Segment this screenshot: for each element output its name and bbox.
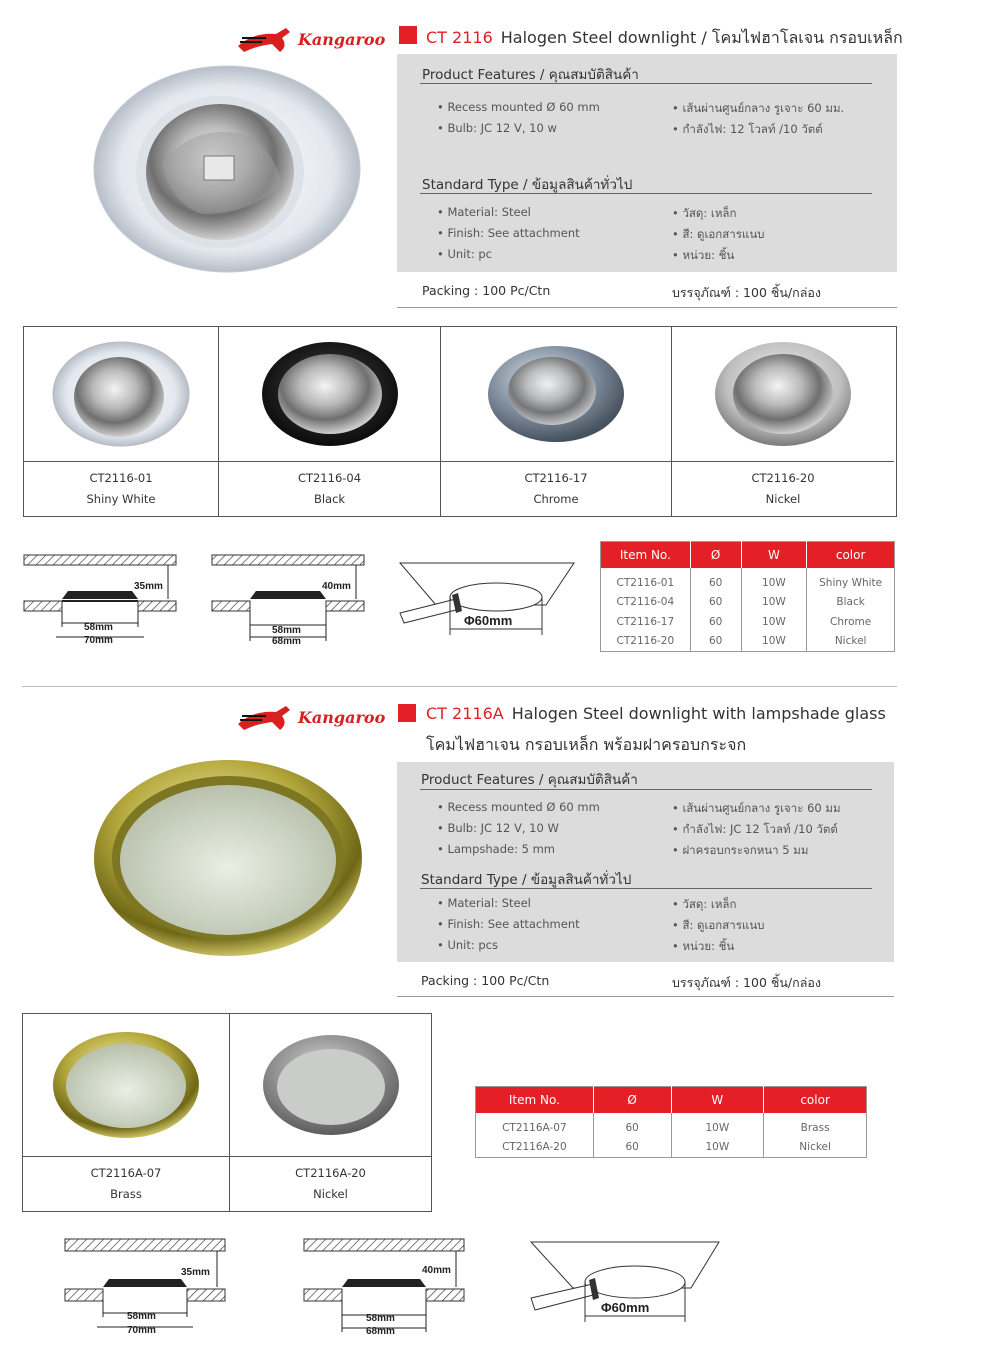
standard-item-th: • วัสดุ: เหล็ก [672,897,737,911]
divider [420,888,872,889]
cell-color: Brass [800,1121,830,1134]
brand-logo [236,24,385,54]
product1-packing: Packing : 100 Pc/Ctn [422,283,551,298]
feature-item: • Recess mounted Ø 60 mm [437,100,600,114]
feature-item-th: • กำลังไฟ: JC 12 โวลท์ /10 วัตต์ [672,822,838,836]
table-row [601,568,895,593]
cell-item: CT2116-01 [601,568,691,593]
variant-code: CT2116-01 [89,471,153,485]
standard-item: • Unit: pcs [437,938,498,952]
table-row [601,632,895,652]
dim-width-outer: 70mm [84,635,113,645]
variant-image [261,1033,401,1137]
dim-width-inner: 58mm [127,1311,156,1322]
table-row [476,1138,867,1158]
variant-image [713,341,853,447]
variant-finish: Nickel [765,492,801,506]
divider [420,193,872,194]
cell-diameter: 60 [690,632,741,652]
cell-item: CT2116-04 [601,593,691,613]
variant-code: CT2116-20 [751,471,815,485]
feature-item-th: • ฝาครอบกระจกหนา 5 มม [672,843,809,857]
column-header: Ø [690,542,741,569]
brand-logo [236,702,385,732]
dim-width-inner: 58mm [366,1313,395,1324]
divider [397,996,894,997]
product1-features-heading: Product Features / คุณสมบัติสินค้า [422,67,639,83]
standard-item: • Finish: See attachment [437,226,580,240]
variant-finish: Chrome [533,492,579,506]
product2-packing: Packing : 100 Pc/Ctn [421,973,550,988]
dim-height: 40mm [422,1265,451,1276]
dim-height: 35mm [181,1267,210,1278]
cell-item: CT2116-20 [601,632,691,652]
feature-item-th: • เส้นผ่านศูนย์กลาง รูเจาะ 60 มม. [672,101,845,115]
feature-item: • Lampshade: 5 mm [437,842,556,856]
cell-color: Nickel [834,635,867,648]
column-header: W [741,542,807,569]
variant-image [260,341,400,447]
variant-finish: Brass [110,1187,142,1201]
product2-title [426,704,886,723]
variant-code: CT2116A-20 [295,1166,366,1180]
cell-color: Chrome [830,615,872,628]
cell-item: CT2116A-20 [476,1138,594,1158]
divider [420,789,872,790]
cell-item: CT2116A-07 [476,1113,594,1138]
standard-item-th: • สี: ดูเอกสารแนบ [672,227,765,241]
product1-title [426,26,903,51]
variant-card [441,327,672,516]
cell-watt: 10W [671,1113,764,1138]
dim-width-outer: 68mm [366,1326,395,1337]
cell-watt: 10W [671,1138,764,1158]
cell-diameter: 60 [690,612,741,632]
cell-diameter: 60 [593,1138,671,1158]
product2-features-heading: Product Features / คุณสมบัติสินค้า [421,772,638,788]
cell-watt: 10W [741,568,807,593]
column-header: Item No. [601,542,691,569]
variant-finish: Shiny White [86,492,156,506]
feature-item: • Recess mounted Ø 60 mm [437,800,600,814]
product1-code: CT 2116 [426,28,493,47]
title-marker [399,26,417,44]
standard-item: • Finish: See attachment [437,917,580,931]
hole-drawing [396,557,578,641]
variant-code: CT2116A-07 [90,1166,162,1180]
product1-main-image [92,64,362,274]
standard-item-th: • สี: ดูเอกสารแนบ [672,918,765,932]
product2-variants-grid [22,1013,432,1212]
table-row [476,1113,867,1138]
cell-watt: 10W [741,612,807,632]
standard-item-th: • หน่วย: ชิ้น [672,939,735,953]
product2-main-image [92,758,364,958]
feature-item-th: • เส้นผ่านศูนย์กลาง รูเจาะ 60 มม [672,801,841,815]
product1-standard-heading: Standard Type / ข้อมูลสินค้าทั่วไป [422,177,633,193]
product2-title-text: Halogen Steel downlight with lampshade glass [511,704,886,723]
variant-code: CT2116-17 [524,471,588,485]
product2-spec-panel [397,762,894,962]
cell-diameter: 60 [690,568,741,593]
product1-spec-table [600,541,895,652]
product1-title-text: Halogen Steel downlight / โคมไฟฮาโลเจน กรอบเหล็ก [500,28,903,47]
dim-width-inner: 58mm [84,622,113,633]
variant-image [486,341,626,447]
feature-item: • Bulb: JC 12 V, 10 W [437,821,559,835]
variant-card [24,327,219,516]
section-divider [22,686,897,687]
dim-height: 40mm [322,581,351,592]
variant-image [51,1030,201,1140]
dimension-drawing-b [302,1237,468,1337]
product2-title-th: โคมไฟฮาเจน กรอบเหล็ก พร้อมฝาครอบกระจก [426,735,747,754]
standard-item-th: • หน่วย: ชิ้น [672,248,735,262]
product2-standard-heading: Standard Type / ข้อมูลสินค้าทั่วไป [421,872,632,888]
cell-diameter: 60 [593,1113,671,1138]
product2-code: CT 2116A [426,704,504,723]
column-header: color [764,1087,867,1114]
product2-spec-table [475,1086,867,1158]
kangaroo-icon [236,24,296,54]
variant-card [219,327,441,516]
divider [420,83,872,84]
dim-width-outer: 68mm [272,636,301,645]
product2-packing-th: บรรจุภัณฑ์ : 100 ชิ้น/กล่อง [672,975,821,990]
variant-finish: Nickel [313,1187,348,1201]
column-header: color [807,542,895,569]
kangaroo-icon [236,702,296,732]
hole-diameter: Φ60mm [601,1300,650,1315]
table-row [601,612,895,632]
cell-item: CT2116-17 [601,612,691,632]
brand-name: Kangaroo [298,29,386,49]
variant-card [230,1014,431,1211]
title-marker [398,704,416,722]
cell-diameter: 60 [690,593,741,613]
variant-card [23,1014,230,1211]
product1-variants-grid [23,326,897,517]
feature-item: • Bulb: JC 12 V, 10 w [437,121,557,135]
dim-width-inner: 58mm [272,625,301,636]
variant-image [51,341,191,447]
dimension-drawing-a [22,553,178,645]
dimension-drawing-b [210,553,370,645]
dim-width-outer: 70mm [127,1325,156,1336]
standard-item-th: • วัสดุ: เหล็ก [672,206,737,220]
hole-diameter: Φ60mm [464,613,513,628]
standard-item: • Unit: pc [437,247,493,261]
variant-card [672,327,894,516]
column-header: Item No. [476,1087,594,1114]
feature-item-th: • กำลังไฟ: 12 โวลท์ /10 วัตต์ [672,122,823,136]
cell-color: Black [836,596,865,609]
column-header: W [671,1087,764,1114]
cell-color: Nickel [799,1141,831,1154]
standard-item: • Material: Steel [437,896,531,910]
cell-watt: 10W [741,593,807,613]
variant-code: CT2116-04 [297,471,362,485]
variant-finish: Black [313,492,346,506]
table-row [601,593,895,613]
column-header: Ø [593,1087,671,1114]
dim-height: 35mm [134,581,163,592]
brand-name: Kangaroo [298,707,386,727]
cell-watt: 10W [741,632,807,652]
product1-packing-th: บรรจุภัณฑ์ : 100 ชิ้น/กล่อง [672,285,821,300]
dimension-drawing-a [63,1237,229,1337]
hole-drawing [527,1238,723,1332]
standard-item: • Material: Steel [437,205,531,219]
cell-color: Shiny White [819,576,883,589]
divider [397,307,897,308]
